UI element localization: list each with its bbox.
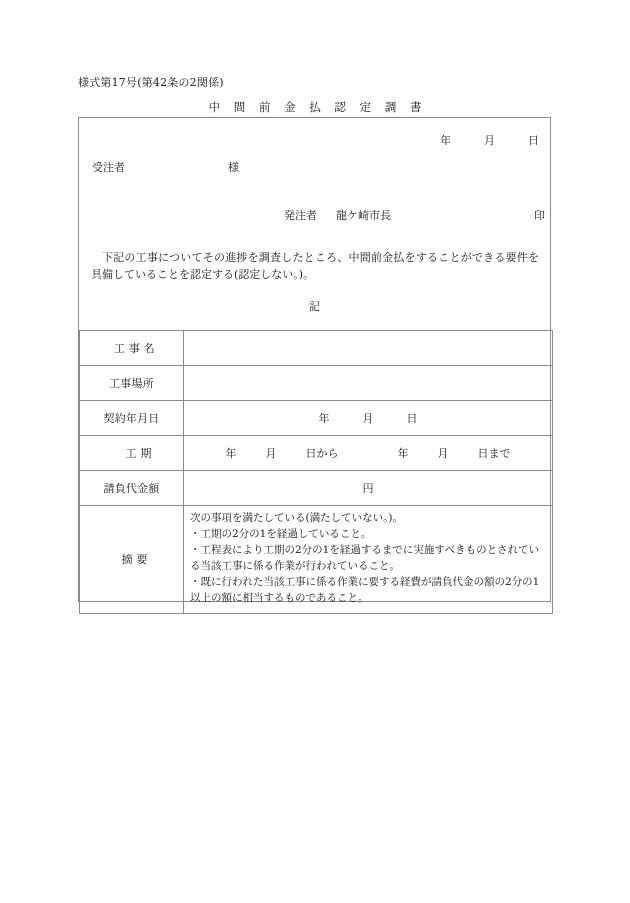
period-to-day: 日まで: [477, 447, 511, 460]
details-table: [79, 330, 553, 614]
amount-unit: 円: [362, 482, 374, 495]
contract-date-day: 日: [406, 412, 418, 425]
remarks-lead: 次の事項を満たしている(満たしていない。)。: [190, 512, 403, 524]
period-from-month: 月: [265, 447, 277, 460]
label-project-location: 工事場所: [80, 366, 184, 401]
kiji-marker: 記: [309, 300, 320, 313]
issuer-label: 発注者: [284, 209, 317, 222]
issue-date-month: 月: [484, 134, 495, 147]
contract-date-year: 年: [318, 412, 330, 425]
issuer-name: 龍ケ崎市長: [336, 209, 391, 222]
document-title: 中 間 前 金 払 認 定 調 書: [208, 100, 427, 114]
form-number: 様式第17号(第42条の2関係): [78, 76, 224, 89]
recipient-honorific: 様: [228, 161, 239, 174]
period-to-year: 年: [397, 447, 409, 460]
label-construction-period: 工 期: [80, 436, 184, 471]
issue-date-line: [440, 132, 539, 148]
table-row-contract-date: [80, 401, 553, 436]
value-contract-date[interactable]: [184, 401, 553, 436]
value-contract-amount[interactable]: [184, 471, 553, 506]
table-row-project-location: [80, 366, 553, 401]
period-to-month: 月: [437, 447, 449, 460]
value-project-name[interactable]: [184, 331, 553, 366]
remarks-item-3: ・既に行われた当該工事に係る作業に要する経費が請負代金の額の2分の1以上の額に相当するものであること。: [190, 575, 540, 604]
table-row-remarks: [80, 506, 553, 614]
remarks-item-1: ・工期の2分の1を経過していること。: [190, 527, 372, 540]
recipient-label: 受注者: [92, 161, 125, 174]
value-project-location[interactable]: [184, 366, 553, 401]
contract-date-month: 月: [362, 412, 374, 425]
period-from-day: 日から: [305, 447, 339, 460]
issue-date-day: 日: [528, 134, 539, 147]
table-row-project-name: [80, 331, 553, 366]
table-row-construction-period: [80, 436, 553, 471]
label-project-name: 工 事 名: [80, 331, 184, 366]
label-contract-date: 契約年月日: [80, 401, 184, 436]
certification-statement: 下記の工事についてその進捗を調査したところ、中間前金払をすることができる要件を具備していることを認定する(認定しない。)。: [91, 251, 539, 282]
form-outer-border: [78, 117, 551, 602]
label-remarks: 摘 要: [80, 506, 184, 614]
seal-mark: 印: [534, 209, 545, 222]
issue-date-year: 年: [440, 134, 451, 147]
value-remarks[interactable]: [184, 506, 553, 614]
value-construction-period[interactable]: [184, 436, 553, 471]
form-header-area: [79, 118, 550, 330]
period-from-year: 年: [225, 447, 237, 460]
remarks-content: [190, 511, 544, 607]
remarks-item-2: ・工程表により工期の2分の1を経過するまでに実施すべきものとされている当該工事に係る作業が行われていること。: [190, 543, 540, 572]
recipient-line: [92, 159, 239, 175]
table-row-contract-amount: [80, 471, 553, 506]
issuer-line: [284, 207, 545, 223]
label-contract-amount: 請負代金額: [80, 471, 184, 506]
